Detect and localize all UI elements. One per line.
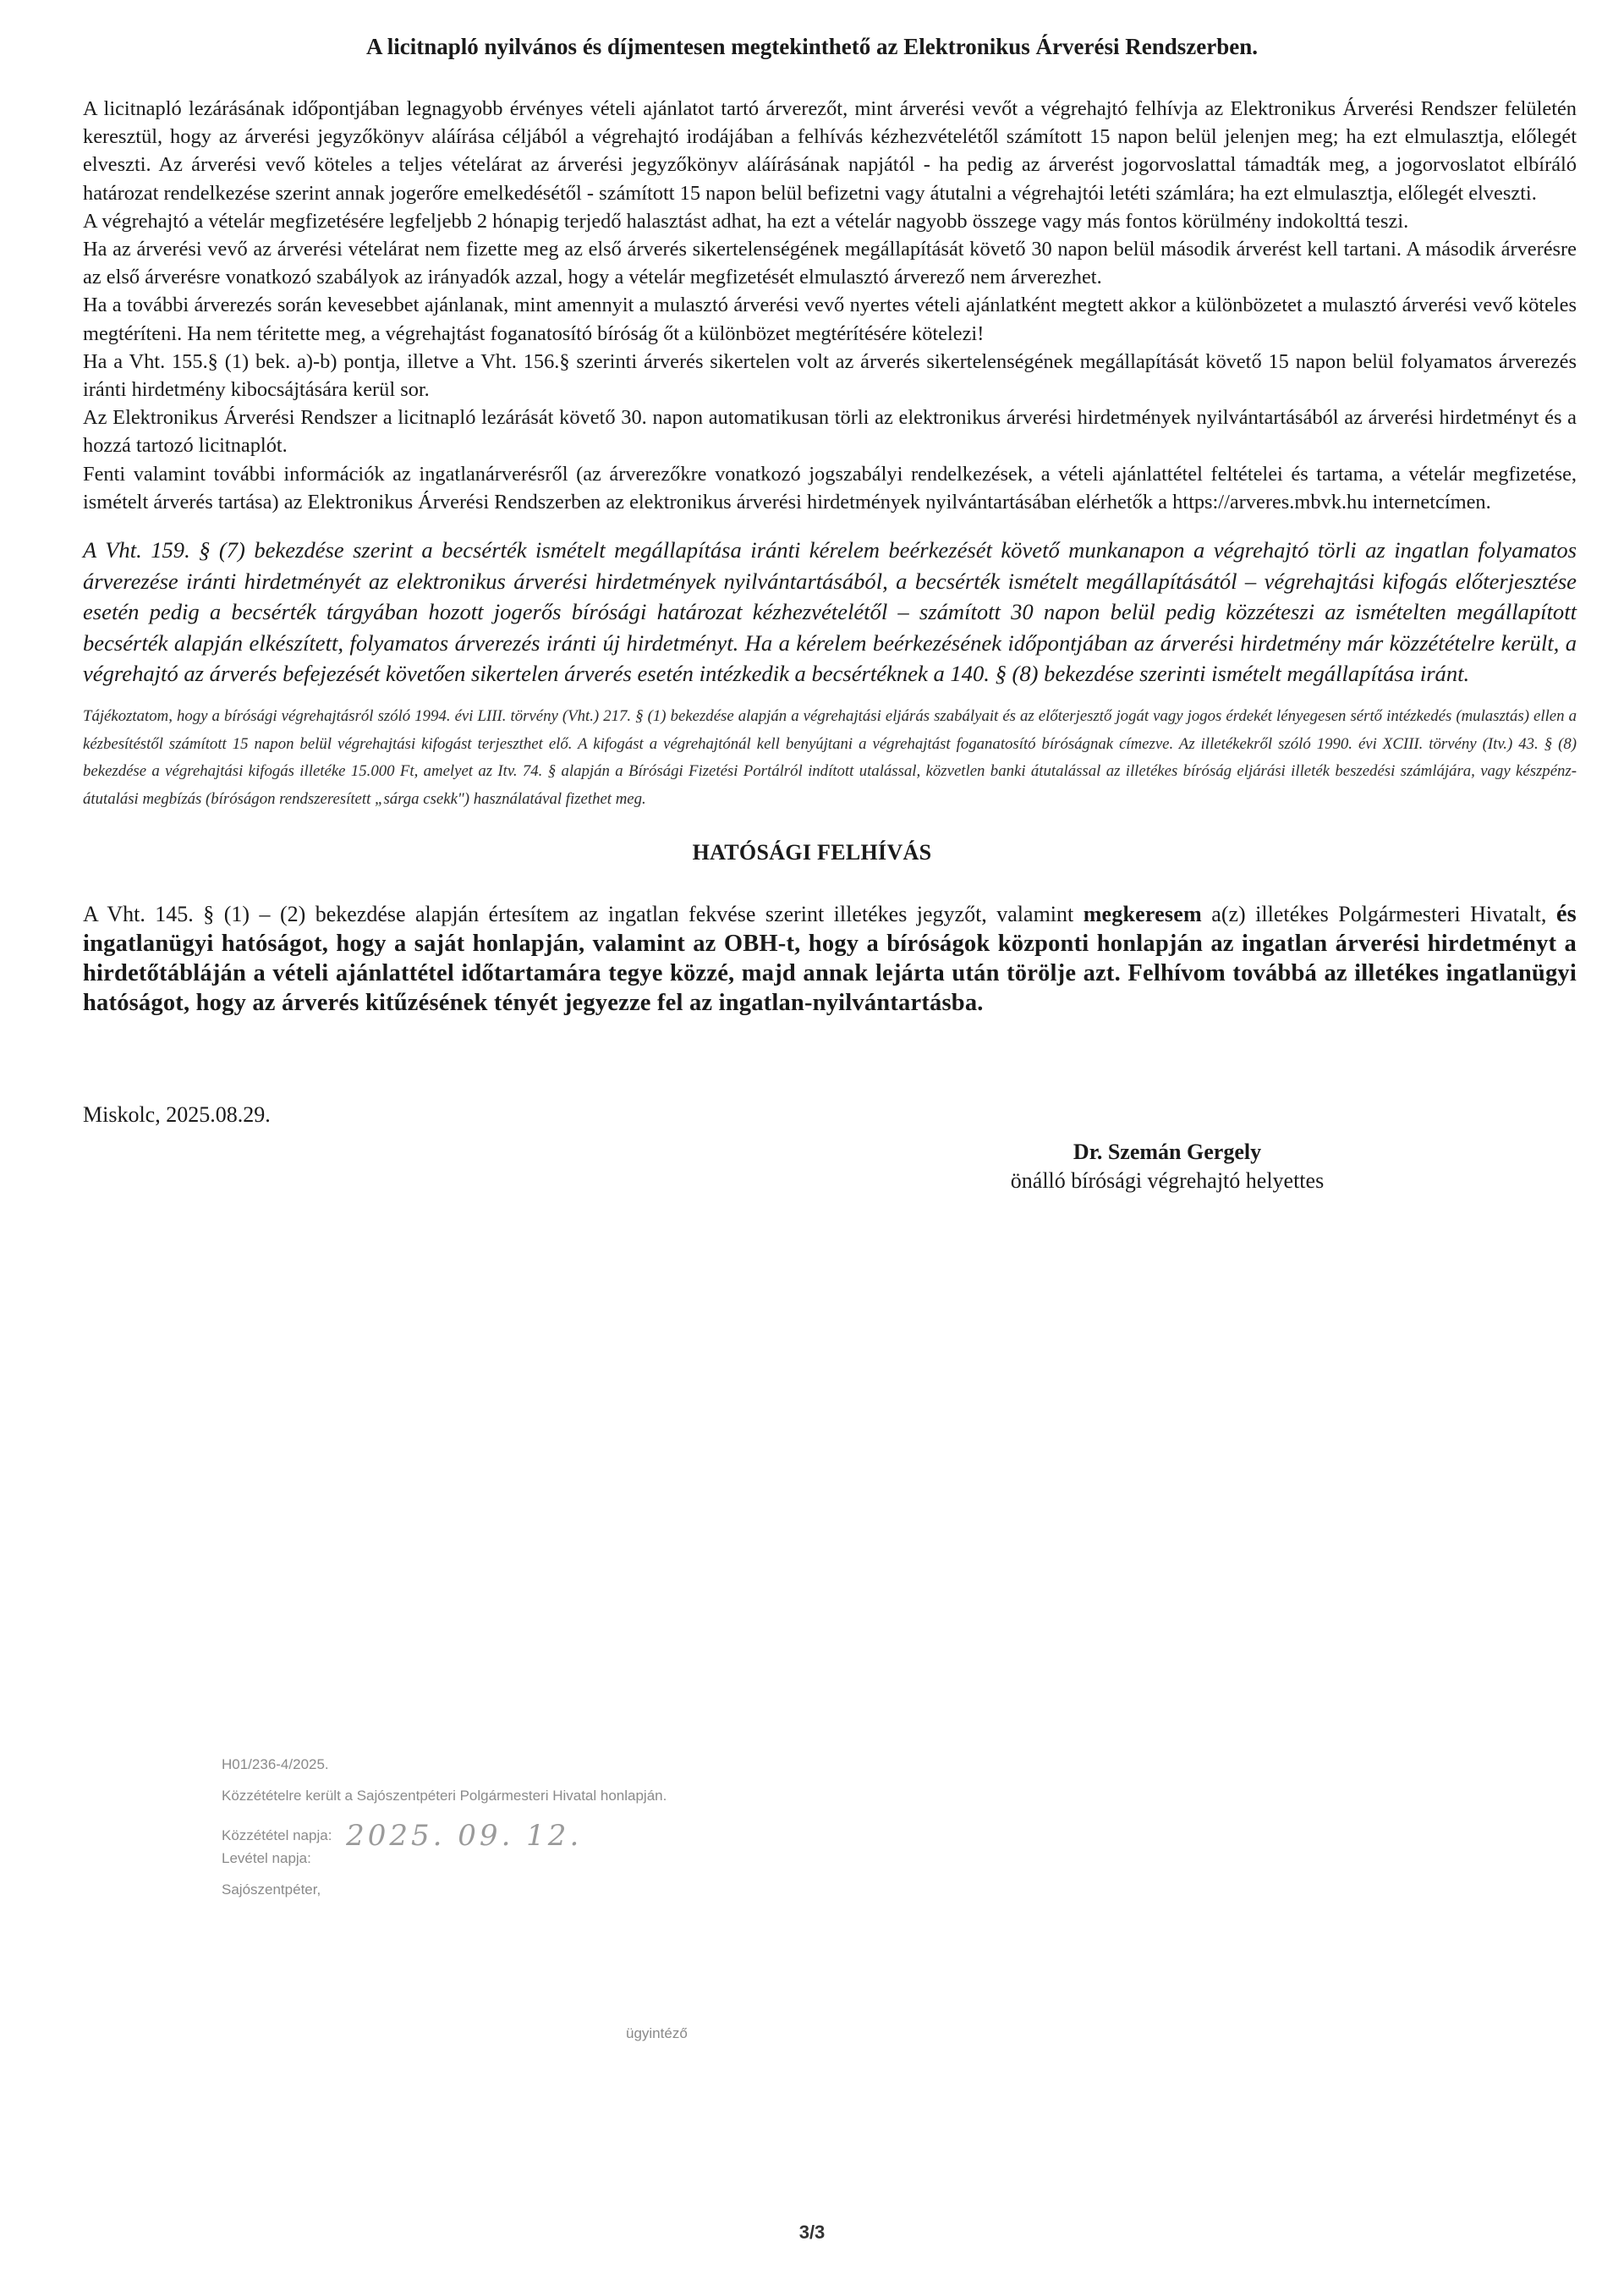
section-title: HATÓSÁGI FELHÍVÁS — [692, 840, 932, 865]
stamp-officer-label: ügyintéző — [626, 2025, 688, 2041]
paragraph-more-info: Fenti valamint további információk az ingatlanárverésről (az árverezőkre vonatkozó jogszabályi rendelkezések, a vételi ajánlattétel feltételei és tartama, a vételár megfizetése, ismételt árverés tartása) az Elektronikus Árverési Rendszerben az elektronikus árverési hirdetmények nyilvántartásában elérhetők a https://arveres.mbvk.hu internetcímen. — [83, 462, 1577, 514]
valuation-paragraph: A Vht. 159. § (7) bekezdése szerint a becsérték ismételt megállapítása iránti kérelem beérkezését követő munkanapon a végrehajtó törli az ingatlan folyamatos árverezése iránti hirdetményét az elektronikus árverési hirdetmények nyilvántartásából, a becsérték ismételt megállapításától – végrehajtási kifogás előterjesztése esetén pedig a becsérték tárgyában hozott jogerős bírósági határozat kézhezvételétől – számított 30 napon belül pedig közzéteszi az ismételten megállapított becsérték alapján elkészített, folyamatos árverezés iránti új hirdetményt. Ha a kérelem beérkezésének időpontjában az árverési hirdetmény már közzétételre került, a végrehajtó az árverés befejezését követően sikertelen árverés esetén intézkedik a becsértéknek a 140. § (8) bekezdése szerinti ismételt megállapítása iránt. — [83, 537, 1577, 687]
stamp-published-text: Közzétételre került a Sajószentpéteri Polgármesteri Hivatal honlapján. — [222, 1788, 667, 1804]
paragraph-deletion: Az Elektronikus Árverési Rendszer a licitnapló lezárását követő 30. napon automatikusan törli az elektronikus árverési hirdetmények nyilvántartásából az árverési hirdetményt és a hozzá tartozó licitnaplót. — [83, 406, 1577, 458]
page-number: 3/3 — [798, 2222, 826, 2243]
place-date: Miskolc, 2025.08.29. — [83, 1102, 271, 1127]
paragraph-deferral: A végrehajtó a vételár megfizetésére legfeljebb 2 hónapig terjedő halasztást adhat, ha ezt a vételár nagyobb összege vagy más fontos körülmény indokolttá teszi. — [83, 209, 1409, 233]
stamp-removal-date-label: Levétel napja: — [222, 1850, 311, 1866]
paragraph-difference: Ha a további árverezés során kevesebbet ajánlanak, mint amennyit a mulasztó árverési vevő nyertes vételi ajánlatként megtett akkor a különbözetet a mulasztó árverési vevő köteles megtéríteni. Ha nem téritette meg, a végrehajtást foganatosító bíróság őt a különbözet megtérítésére kötelezi! — [83, 294, 1577, 345]
authority-notice-paragraph — [83, 899, 1577, 1018]
stamp-publish-date-row — [222, 1819, 983, 1853]
main-text-block — [83, 95, 1577, 516]
stamp-publish-date-handwritten: 2025. 09. 12. — [346, 1819, 583, 1853]
stamp-ref-number: H01/236-4/2025. — [222, 1756, 329, 1772]
paragraph-second-auction: Ha az árverési vevő az árverési vételárat nem fizette meg az első árverés sikertelenségének megállapítását követő 30 napon belül második árverést kell tartani. A második árverésre az első árverésre vonatkozó szabályok az irányadók azzal, hogy a vételár megfizetését elmulasztó árverező nem árverezhet. — [83, 238, 1577, 289]
signer-name: Dr. Szemán Gergely — [1073, 1140, 1262, 1164]
paragraph-auction-buyer: A licitnapló lezárásának időpontjában legnagyobb érvényes vételi ajánlatot tartó árverezőt, mint árverési vevőt a végrehajtó felhívja az Elektronikus Árverési Rendszer felületén keresztül, hogy az árverési jegyzőkönyv aláírása céljából a végrehajtó irodájában a felhívás kézhezvételétől számított 15 napon belül jelenjen meg; ha ezt elmulasztja, előlegét elveszti. Az árverési vevő köteles a teljes vételárat az árverési jegyzőkönyv aláírásának napjától - ha pedig az árverést jogorvoslattal támadták meg, a jogorvoslatot elbíráló határozat rendelkezése szerint annak jogerőre emelkedésétől - számított 15 napon belül befizetni vagy átutalni a végrehajtói letéti számlára; ha ezt elmulasztja, előlegét elveszti. — [83, 97, 1577, 205]
signature-block — [930, 1138, 1404, 1195]
notice-part2: megkeresem — [1083, 902, 1202, 926]
stamp-publish-date-label: Közzététel napja: — [222, 1827, 332, 1843]
paragraph-continuous-auction: Ha a Vht. 155.§ (1) bek. a)-b) pontja, illetve a Vht. 156.§ szerinti árverés sikertelen volt az árverés sikertelenségének megállapítását követő 15 napon belül folyamatos árverezés iránti hirdetmény kibocsájtására kerül sor. — [83, 349, 1577, 402]
authority-notice — [83, 899, 1577, 1018]
valuation-note — [83, 535, 1577, 689]
legal-remedy-paragraph: Tájékoztatom, hogy a bírósági végrehajtásról szóló 1994. évi LIII. törvény (Vht.) 217. § (1) bekezdése alapján a végrehajtási eljárás szabályait és az előterjesztő jogát vagy jogos érdekét lényegesen sértő intézkedés (mulasztás) ellen a kézbesítéstől számított 15 napon belül végrehajtási kifogást terjeszthet elő. A kifogást a végrehajtónál kell benyújtani a végrehajtást foganatosító bíróságnak címezve. Az illetékekről szóló 1990. évi XCIII. törvény (Itv.) 43. § (8) bekezdése a végrehajtási kifogás illetéke 15.000 Ft, amelyet az Itv. 74. § alapján a Bírósági Fizetési Portálról indított utalással, közvetlen banki átutalással az illetékes bíróság eljárási illeték beszedési számlájára, vagy készpénz-átutalási megbízás (bíróságon rendszeresített „sárga csekk") használatával fizethet meg. — [83, 707, 1577, 808]
publication-stamp — [222, 1756, 983, 1913]
top-heading: A licitnapló nyilvános és díjmentesen megtekinthető az Elektronikus Árverési Rendszerben. — [366, 34, 1258, 59]
notice-part1: A Vht. 145. § (1) – (2) bekezdése alapján értesítem az ingatlan fekvése szerint illetékes jegyzőt, valamint — [83, 902, 1084, 926]
notice-part3: a(z) illetékes Polgármesteri Hivatalt, — [1201, 902, 1556, 926]
legal-remedy-note — [83, 703, 1577, 813]
signer-title: önálló bírósági végrehajtó helyettes — [1010, 1168, 1325, 1193]
stamp-city: Sajószentpéter, — [222, 1881, 321, 1898]
notice-part4: és ingatlanügyi hatóságot, hogy a saját honlapján, valamint az OBH-t, hogy a bíróságok központi honlapján az ingatlan árverési hirdetményt a hirdetőtábláján a vételi ajánlattétel időtartamára tegye közzé, majd annak lejárta után törölje azt. Felhívom továbbá az illetékes ingatlanügyi hatóságot, hogy az árverés kitűzésének tényét jegyezze fel az ingatlan-nyilvántartásba. — [83, 901, 1577, 1016]
